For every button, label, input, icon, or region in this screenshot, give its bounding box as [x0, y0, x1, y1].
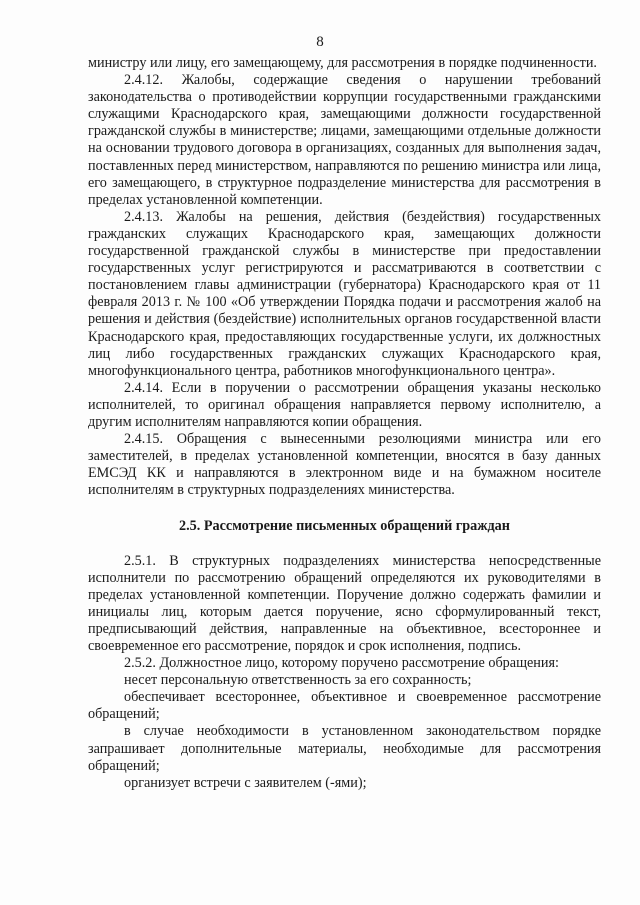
section-heading: 2.5. Рассмотрение письменных обращений граждан [179, 518, 510, 535]
paragraph-2-4-12: 2.4.12. Жалобы, содержащие сведения о нарушении требований законодательства о противодействии коррупции государственными гражданскими служащими Краснодарского края, замещающими должности государственной гражданской службы в министерстве; лицами, замещающими отдельные должности на основании трудового договора в организациях, созданных для выполнения задач, поставленных перед министерством, направляются по решению министра или лица, его замещающего, в структурное подразделение министерства для рассмотрения в пределах установленной компетенции. [88, 72, 601, 208]
paragraph-2-5-2: 2.5.2. Должностное лицо, которому поручено рассмотрение обращения: [124, 655, 559, 672]
document-body [88, 55, 601, 792]
paragraph-2-4-15: 2.4.15. Обращения с вынесенными резолюциями министра или его заместителей, в пределах установленной компетенции, вносятся в базу данных ЕМСЭД КК и направляются в электронном виде и на бумажном носителе исполнителям в структурных подразделениях министерства. [88, 431, 601, 499]
paragraph-2-4-13: 2.4.13. Жалобы на решения, действия (бездействия) государственных гражданских служащих Краснодарского края, замещающих должности государственной гражданской службы в министерстве при предоставлении государственных услуг регистрируются и рассматриваются в соответствии с постановлением главы администрации (губернатора) Краснодарского края от 11 февраля 2013 г. № 100 «Об утверждении Порядка подачи и рассмотрения жалоб на решения и действия (бездействие) исполнительных органов государственной власти Краснодарского края, предоставляющих государственные услуги, их должностных лиц либо государственных гражданских служащих Краснодарского края, многофункционального центра, работников многофункционального центра». [88, 208, 601, 379]
paragraphs-after-section [88, 553, 601, 792]
paragraph-duty-item: обеспечивает всестороннее, объективное и своевременное рассмотрение обращений; [88, 689, 601, 723]
paragraph-2-4-14: 2.4.14. Если в поручении о рассмотрении обращения указаны несколько исполнителей, то оригинал обращения направляется первому исполнителю, а другим исполнителям направляются копии обращения. [88, 379, 601, 430]
paragraph-duty-item: организует встречи с заявителем (-ями); [124, 774, 367, 791]
paragraphs-before-section [88, 55, 601, 499]
paragraph-duty-item: в случае необходимости в установленном законодательством порядке запрашивает дополнительные материалы, необходимые для рассмотрения обращений; [88, 723, 601, 774]
paragraph-2-5-1: 2.5.1. В структурных подразделениях министерства непосредственные исполнители по рассмотрению обращений определяются их руководителями в пределах установленной компетенции. Поручение должно содержать фамилии и инициалы лиц, которым дается поручение, ясно сформулированный текст, предписывающий действия, направленные на объективное, всестороннее и своевременное его рассмотрение, порядок и срок исполнения, подпись. [88, 552, 601, 654]
paragraph-continuation: министру или лицу, его замещающему, для рассмотрения в порядке подчиненности. [88, 55, 597, 71]
paragraph-duty-item: несет персональную ответственность за его сохранность; [124, 672, 472, 689]
page-number: 8 [316, 34, 324, 50]
